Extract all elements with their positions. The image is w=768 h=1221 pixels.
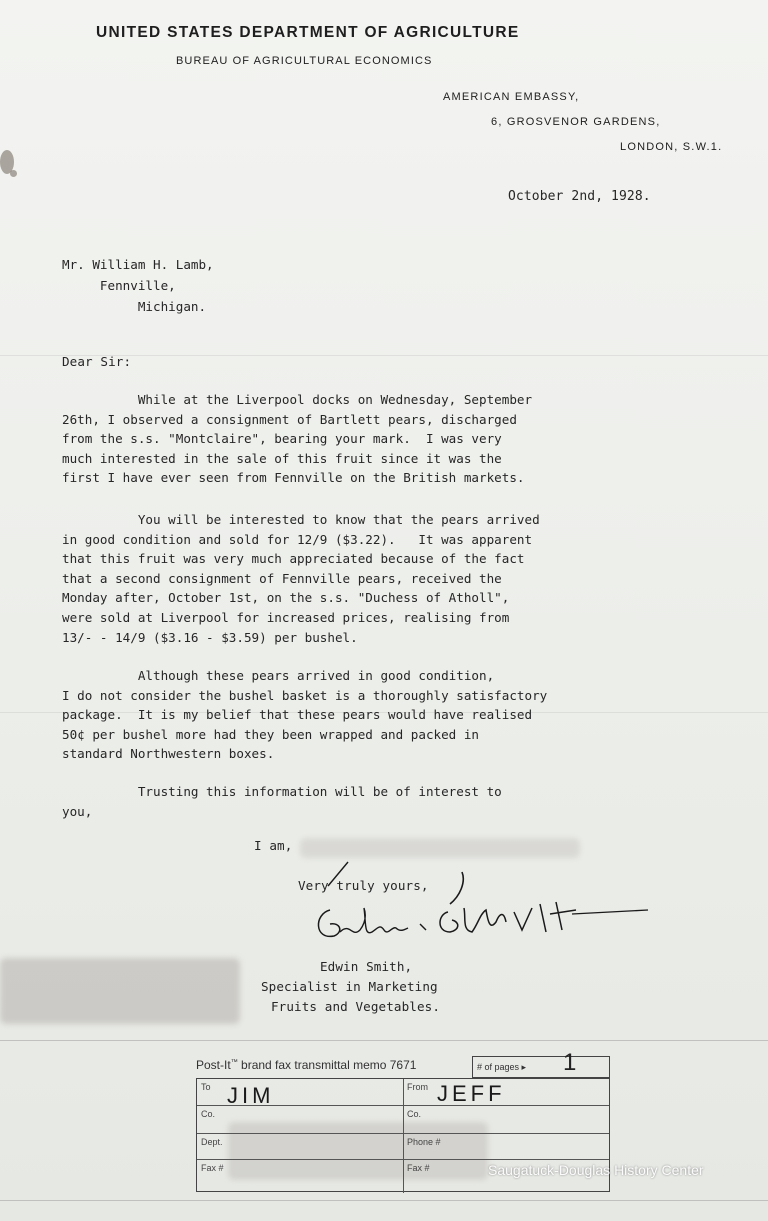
text-line: that this fruit was very much appreciated because of the fact <box>62 551 525 567</box>
signer-name: Edwin Smith, <box>320 959 413 974</box>
memo-row-line <box>197 1159 609 1160</box>
address-line-1: AMERICAN EMBASSY, <box>443 91 580 103</box>
watermark: Saugatuck-Douglas History Center <box>488 1162 704 1178</box>
bureau-name: BUREAU OF AGRICULTURAL ECONOMICS <box>176 55 433 67</box>
text-line: package. It is my belief that these pears would have realised <box>62 707 533 723</box>
memo-to-value: JIM <box>227 1083 275 1108</box>
memo-pages-value: 1 <box>563 1049 577 1076</box>
recipient-line-3: Michigan. <box>62 299 207 314</box>
text-line: 50¢ per bushel more had they been wrapped and packed in <box>62 726 480 742</box>
memo-from-label: From <box>407 1082 428 1092</box>
recipient-line-1: Mr. William H. Lamb, <box>62 257 214 272</box>
memo-header-text: brand fax transmittal memo 7671 <box>237 1058 417 1072</box>
text-line: Although these pears arrived in good condition, <box>62 668 495 683</box>
text-line: in good condition and sold for 12/9 ($3.22). It was apparent <box>62 531 533 547</box>
memo-pages-label: # of pages ▸ <box>477 1062 527 1072</box>
paper-fold <box>0 1040 768 1041</box>
letter-date: October 2nd, 1928. <box>508 189 651 204</box>
text-line: were sold at Liverpool for increased prices, realising from <box>62 609 510 625</box>
paragraph-3 <box>62 666 547 764</box>
memo-co-label-2: Co. <box>407 1109 422 1119</box>
recipient-line-2: Fennville, <box>62 278 176 293</box>
memo-from-value: JEFF <box>437 1081 506 1106</box>
erased-area <box>0 958 240 1024</box>
memo-pages-box <box>472 1049 610 1078</box>
text-line: I do not consider the bushel basket is a thoroughly satisfactory <box>62 687 548 703</box>
memo-dept-label: Dept. <box>201 1137 223 1147</box>
signer-title-2: Fruits and Vegetables. <box>271 999 441 1014</box>
text-line: Trusting this information will be of interest to <box>62 784 502 799</box>
department-name: UNITED STATES DEPARTMENT OF AGRICULTURE <box>96 24 520 41</box>
paragraph-4 <box>62 782 502 821</box>
memo-phone-label: Phone # <box>407 1137 441 1147</box>
text-line: standard Northwestern boxes. <box>62 746 275 762</box>
text-line: that a second consignment of Fennville pears, received the <box>62 570 502 586</box>
text-line: from the s.s. "Montclaire", bearing your mark. I was very <box>62 431 502 447</box>
text-line: You will be interested to know that the pears arrived <box>62 512 540 527</box>
address-line-2: 6, GROSVENOR GARDENS, <box>491 116 661 128</box>
text-line: much interested in the sale of this fruit since it was the <box>62 450 502 466</box>
recipient-address <box>62 254 214 317</box>
paragraph-2 <box>62 510 540 647</box>
address-line-3: LONDON, S.W.1. <box>620 141 723 153</box>
closing-i-am: I am, <box>254 838 293 853</box>
text-line: 13/- - 14/9 ($3.16 - $3.59) per bushel. <box>62 629 358 645</box>
memo-header: Post-It™ brand fax transmittal memo 7671 <box>196 1058 417 1072</box>
paragraph-1 <box>62 390 532 488</box>
memo-row-line <box>197 1133 609 1134</box>
handwritten-signature <box>300 852 660 952</box>
text-line: first I have ever seen from Fennville on the British markets. <box>62 470 525 486</box>
salutation: Dear Sir: <box>62 354 132 369</box>
memo-fax-label: Fax # <box>201 1163 224 1173</box>
closing-very-truly: Very truly yours, <box>298 878 429 893</box>
ink-stain <box>10 170 17 177</box>
text-line: While at the Liverpool docks on Wednesday, September <box>62 392 533 407</box>
memo-brand: Post-It <box>196 1058 231 1072</box>
text-line: 26th, I observed a consignment of Bartlett pears, discharged <box>62 411 517 427</box>
memo-co-label: Co. <box>201 1109 216 1119</box>
text-line: Monday after, October 1st, on the s.s. "Duchess of Atholl", <box>62 590 510 606</box>
text-line: you, <box>62 803 93 819</box>
memo-to-label: To <box>201 1082 211 1092</box>
memo-fax-label-2: Fax # <box>407 1163 430 1173</box>
paper-fold <box>0 1200 768 1201</box>
memo-divider <box>403 1079 404 1193</box>
signer-title-1: Specialist in Marketing <box>261 979 438 994</box>
